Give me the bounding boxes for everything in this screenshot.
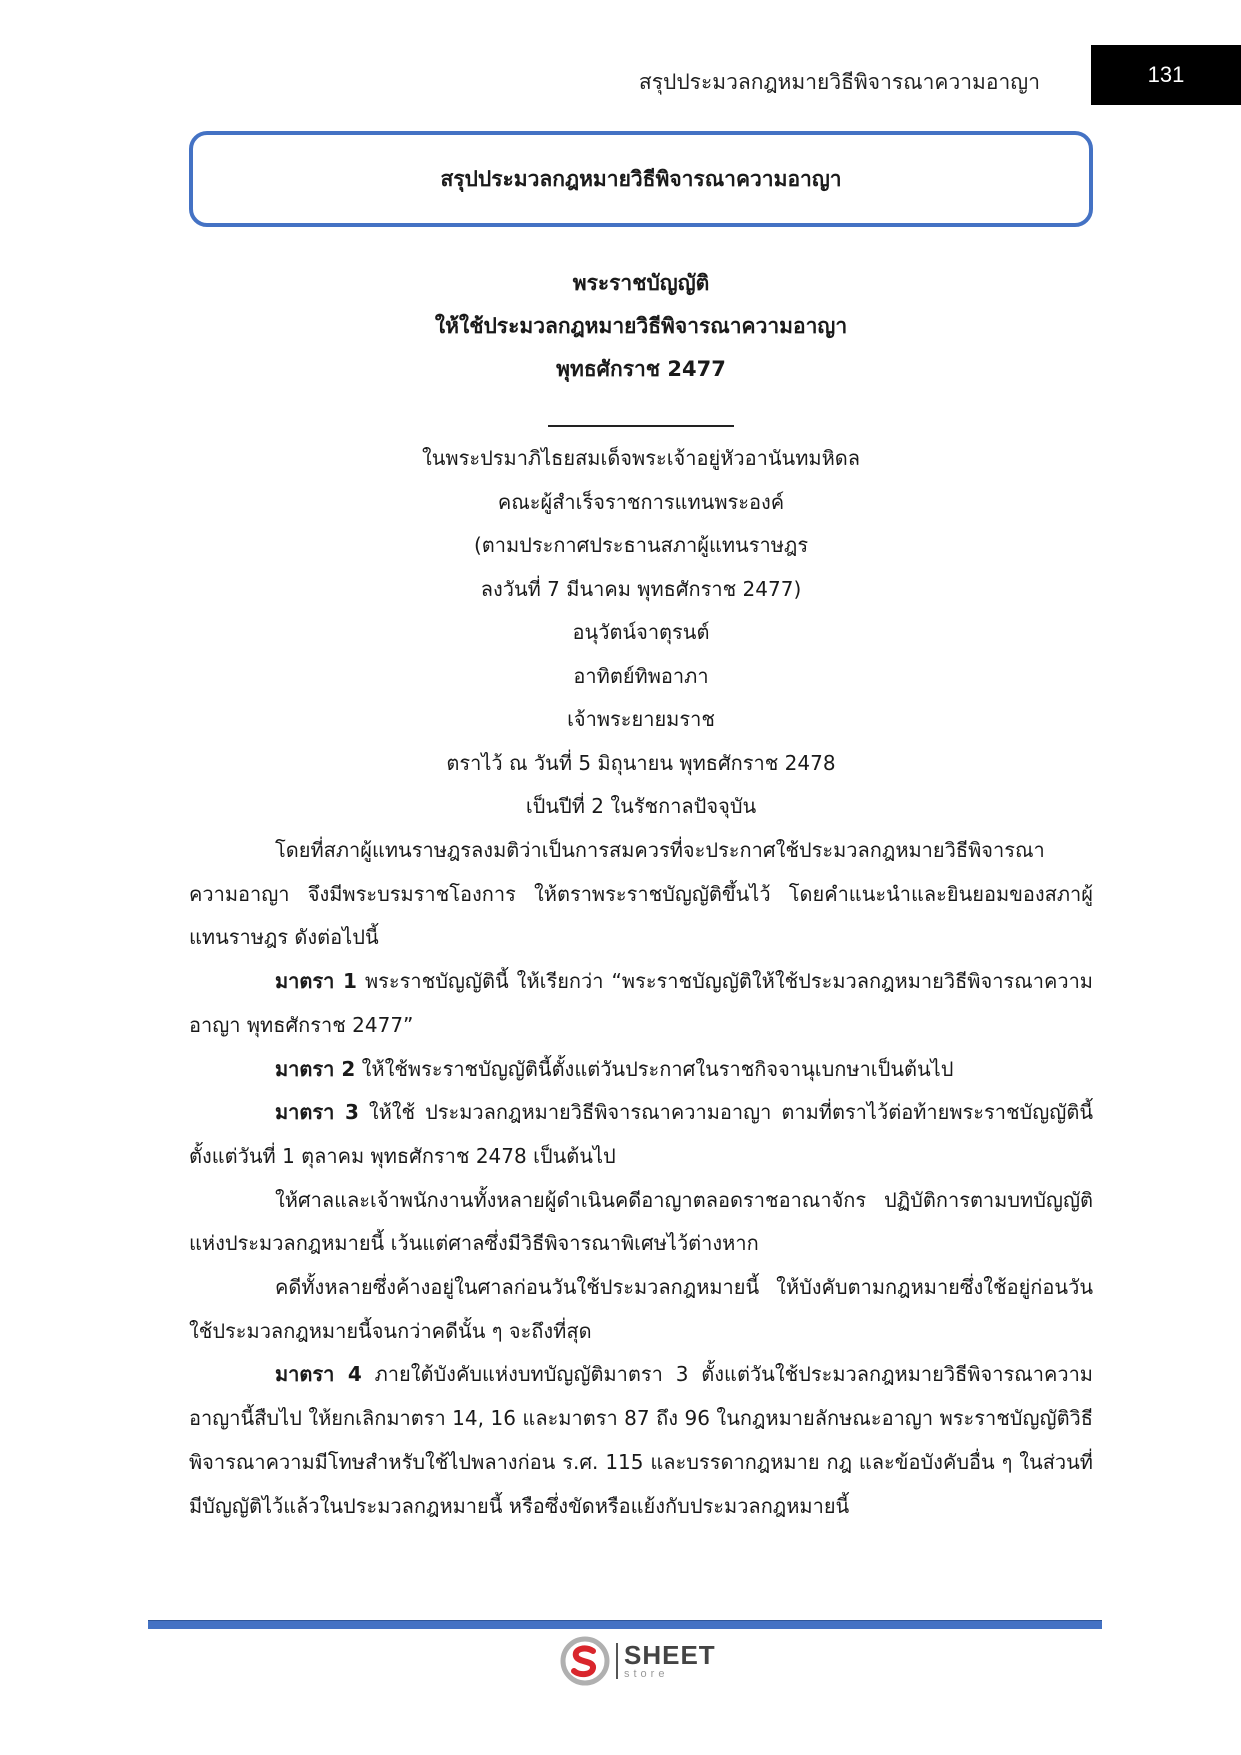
preamble-line: คณะผู้สำเร็จราชการแทนพระองค์ [497, 489, 785, 514]
preamble-line: เจ้าพระยายมราช [567, 707, 715, 731]
section-2-label: มาตรา 2 [275, 1056, 356, 1081]
running-header-title: สรุปประมวลกฎหมายวิธีพิจารณาความอาญา [638, 70, 1040, 94]
section-1-text: พระราชบัญญัตินี้ ให้เรียกว่า “พระราชบัญญัติให้ใช้ประมวลกฎหมายวิธีพิจารณาความอาญา พุทธศักราช 2477” [189, 969, 1093, 1037]
act-heading-block [189, 262, 1093, 829]
section-2-paragraph [189, 1048, 1093, 1092]
preamble-line: เป็นปีที่ 2 ในรัชกาลปัจจุบัน [525, 794, 757, 818]
act-heading-line3: พุทธศักราช 2477 [556, 357, 726, 381]
preamble-line: ตราไว้ ณ วันที่ 5 มิถุนายน พุทธศักราช 2478 [446, 750, 836, 775]
preamble-line: ลงวันที่ 7 มีนาคม พุทธศักราช 2477) [480, 576, 802, 601]
section-1-label: มาตรา 1 [275, 969, 357, 994]
page-number: 131 [1147, 62, 1185, 87]
section-3-paragraph [189, 1091, 1093, 1178]
section-3-paragraph-3: คดีทั้งหลายซึ่งค้างอยู่ในศาลก่อนวันใช้ประมวลกฎหมายนี้ ให้บังคับตามกฎหมายซึ่งใช้อยู่ก่อนวันใช้ประมวลกฎหมายนี้จนกว่าคดีนั้น ๆ จะถึงที่สุด [189, 1275, 1093, 1343]
logo-sub-text: store [624, 1668, 669, 1680]
preamble-line: ในพระปรมาภิไธยสมเด็จพระเจ้าอยู่หัวอานันทมหิดล [421, 446, 861, 470]
preamble-line: อาทิตย์ทิพอาภา [573, 663, 709, 688]
intro-paragraph: โดยที่สภาผู้แทนราษฎรลงมติว่าเป็นการสมควรที่จะประกาศใช้ประมวลกฎหมายวิธีพิจารณาความอาญา จึงมีพระบรมราชโองการ ให้ตราพระราชบัญญัติขึ้นไว้ โดยคำแนะนำและยินยอมของสภาผู้แทนราษฎร ดังต่อไปนี้ [189, 838, 1093, 950]
logo-main-text: SHEET [624, 1640, 716, 1670]
section-4-text: ภายใต้บังคับแห่งบทบัญญัติมาตรา 3 ตั้งแต่วันใช้ประมวลกฎหมายวิธีพิจารณาความอาญานี้สืบไป ให้ยกเลิกมาตรา 14, 16 และมาตรา 87 ถึง 96 ในกฎหมายลักษณะอาญา พระราชบัญญัติวิธีพิจารณาความมีโทษสำหรับใช้ไปพลางก่อน ร.ศ. 115 และบรรดากฎหมาย กฎ และข้อบังคับอื่น ๆ ในส่วนที่มีบัญญัติไว้แล้วในประมวลกฎหมายนี้ หรือซึ่งขัดหรือแย้งกับประมวลกฎหมายนี้ [189, 1362, 1093, 1518]
sheet-store-logo-icon [560, 1636, 610, 1686]
act-heading-line1: พระราชบัญญัติ [572, 271, 710, 295]
section-1-paragraph [189, 960, 1093, 1047]
section-3-paragraph-2: ให้ศาลและเจ้าพนักงานทั้งหลายผู้ดำเนินคดีอาญาตลอดราชอาณาจักร ปฏิบัติการตามบทบัญญัติแห่งประมวลกฎหมายนี้ เว้นแต่ศาลซึ่งมีวิธีพิจารณาพิเศษไว้ต่างหาก [189, 1187, 1093, 1256]
page-number-badge [1091, 45, 1241, 105]
footer-rule [148, 1620, 1102, 1629]
section-4-label: มาตรา 4 [275, 1362, 362, 1387]
logo-wordmark [624, 1642, 716, 1680]
act-heading-line2: ให้ใช้ประมวลกฎหมายวิธีพิจารณาความอาญา [434, 314, 848, 338]
preamble-line: อนุวัตน์จาตุรนต์ [572, 620, 710, 644]
section-3-label: มาตรา 3 [275, 1100, 359, 1125]
logo-separator [616, 1643, 618, 1679]
section-title: สรุปประมวลกฎหมายวิธีพิจารณาความอาญา [440, 166, 842, 191]
section-2-text: ให้ใช้พระราชบัญญัตินี้ตั้งแต่วันประกาศในราชกิจจานุเบกษาเป็นต้นไป [355, 1056, 954, 1081]
section-4-paragraph [189, 1353, 1093, 1528]
act-body [189, 829, 1093, 1528]
section-title-box [189, 131, 1093, 227]
preamble-line: (ตามประกาศประธานสภาผู้แทนราษฎร [473, 533, 809, 557]
section-3-text: ให้ใช้ ประมวลกฎหมายวิธีพิจารณาความอาญา ตามที่ตราไว้ต่อท้ายพระราชบัญญัตินี้ ตั้งแต่วันที่ 1 ตุลาคม พุทธศักราช 2478 เป็นต้นไป [189, 1100, 1093, 1168]
heading-divider [548, 425, 734, 427]
sheet-store-logo [560, 1636, 720, 1686]
